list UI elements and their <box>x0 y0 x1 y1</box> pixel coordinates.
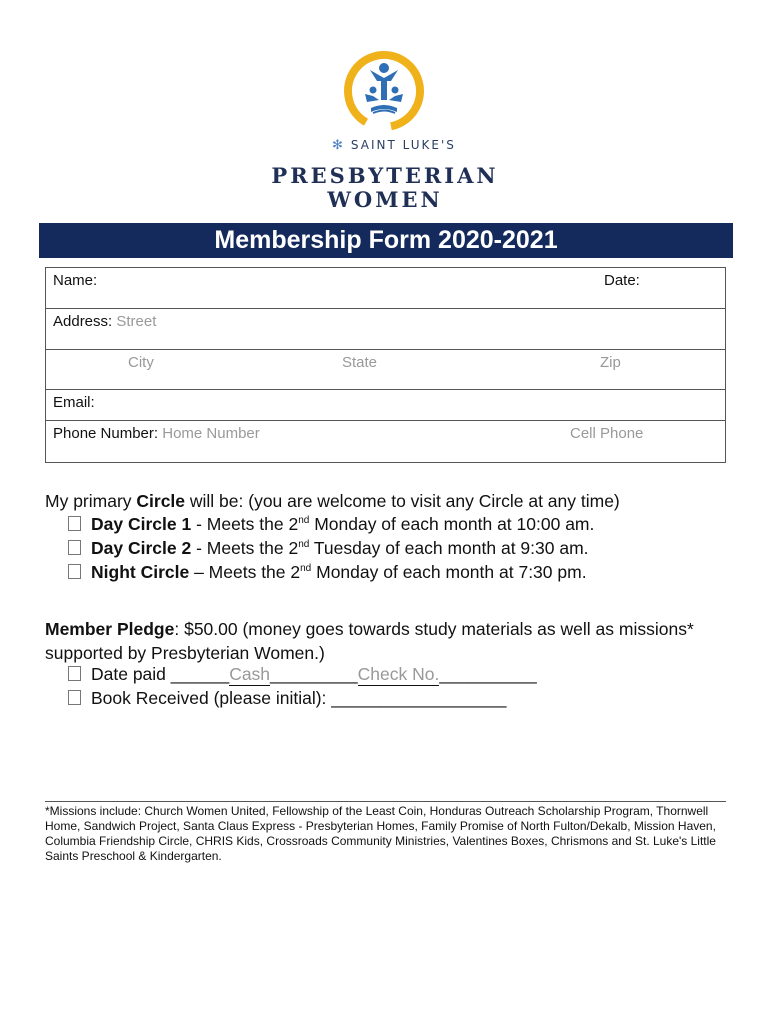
night-circle-option[interactable]: Night Circle – Meets the 2nd Monday of each month at 7:30 pm. <box>68 562 587 583</box>
contact-info-table <box>45 267 726 463</box>
name-date-row[interactable] <box>46 268 725 309</box>
missions-footnote: *Missions include: Church Women United, Fellowship of the Least Coin, Honduras Outreach Scholarship Program, Thornwell Home, Sandwich Project, Santa Claus Express - Presbyterian Homes, Family Promise of North Fulton/Dekalb, Mission Haven, Columbia Friendship Circle, CHRIS Kids, Crossroads Community Ministries, Valentines Boxes, Chrismons and St. Luke's Little Saints Preschool & Kindergarten. <box>45 804 716 863</box>
cell-phone-hint: Cell Phone <box>570 425 644 442</box>
phone-label: Phone Number: Home Number <box>53 425 260 442</box>
checkbox[interactable] <box>68 540 81 555</box>
circle-intro: My primary Circle will be: (you are welcome to visit any Circle at any time) <box>45 491 620 511</box>
pw-logo-icon <box>343 50 425 132</box>
cash-field[interactable]: Cash <box>229 664 271 684</box>
snowflake-icon: ✻ <box>332 138 345 153</box>
book-received-option[interactable]: Book Received (please initial): __________________ <box>68 688 506 709</box>
day-circle-1-option[interactable]: Day Circle 1 - Meets the 2nd Monday of each month at 10:00 am. <box>68 514 594 535</box>
city-state-zip-row[interactable] <box>46 350 725 390</box>
footnote-divider <box>45 801 726 802</box>
date-label: Date: <box>604 272 640 289</box>
checkbox[interactable] <box>68 564 81 579</box>
date-paid-option[interactable]: Date paid ______Cash_________Check No.__________ <box>68 664 537 686</box>
day-circle-2-option[interactable]: Day Circle 2 - Meets the 2nd Tuesday of each month at 9:30 am. <box>68 538 589 559</box>
check-number-field[interactable]: Check No. <box>357 664 440 684</box>
checkbox[interactable] <box>68 690 81 705</box>
checkbox[interactable] <box>68 666 81 681</box>
address-label: Address: Street <box>53 313 157 330</box>
member-pledge-text: Member Pledge: $50.00 (money goes towards study materials as well as missions* supported by Presbyterian Women.) <box>45 619 694 663</box>
zip-hint: Zip <box>600 354 621 371</box>
email-label: Email: <box>53 394 95 411</box>
street-hint: Street <box>116 313 157 330</box>
phone-row[interactable] <box>46 421 725 462</box>
name-label: Name: <box>53 272 98 289</box>
state-hint: State <box>342 354 378 371</box>
home-number-hint: Home Number <box>162 425 260 442</box>
checkbox[interactable] <box>68 516 81 531</box>
email-row[interactable] <box>46 390 725 421</box>
form-title-banner: Membership Form 2020-2021 <box>39 223 733 258</box>
city-hint: City <box>128 354 154 371</box>
org-name-line2: WOMEN <box>327 187 443 212</box>
org-small-name: ✻ SAINT LUKE'S <box>332 138 456 153</box>
street-row[interactable] <box>46 309 725 350</box>
org-name-line1: PRESBYTERIAN <box>271 163 499 188</box>
